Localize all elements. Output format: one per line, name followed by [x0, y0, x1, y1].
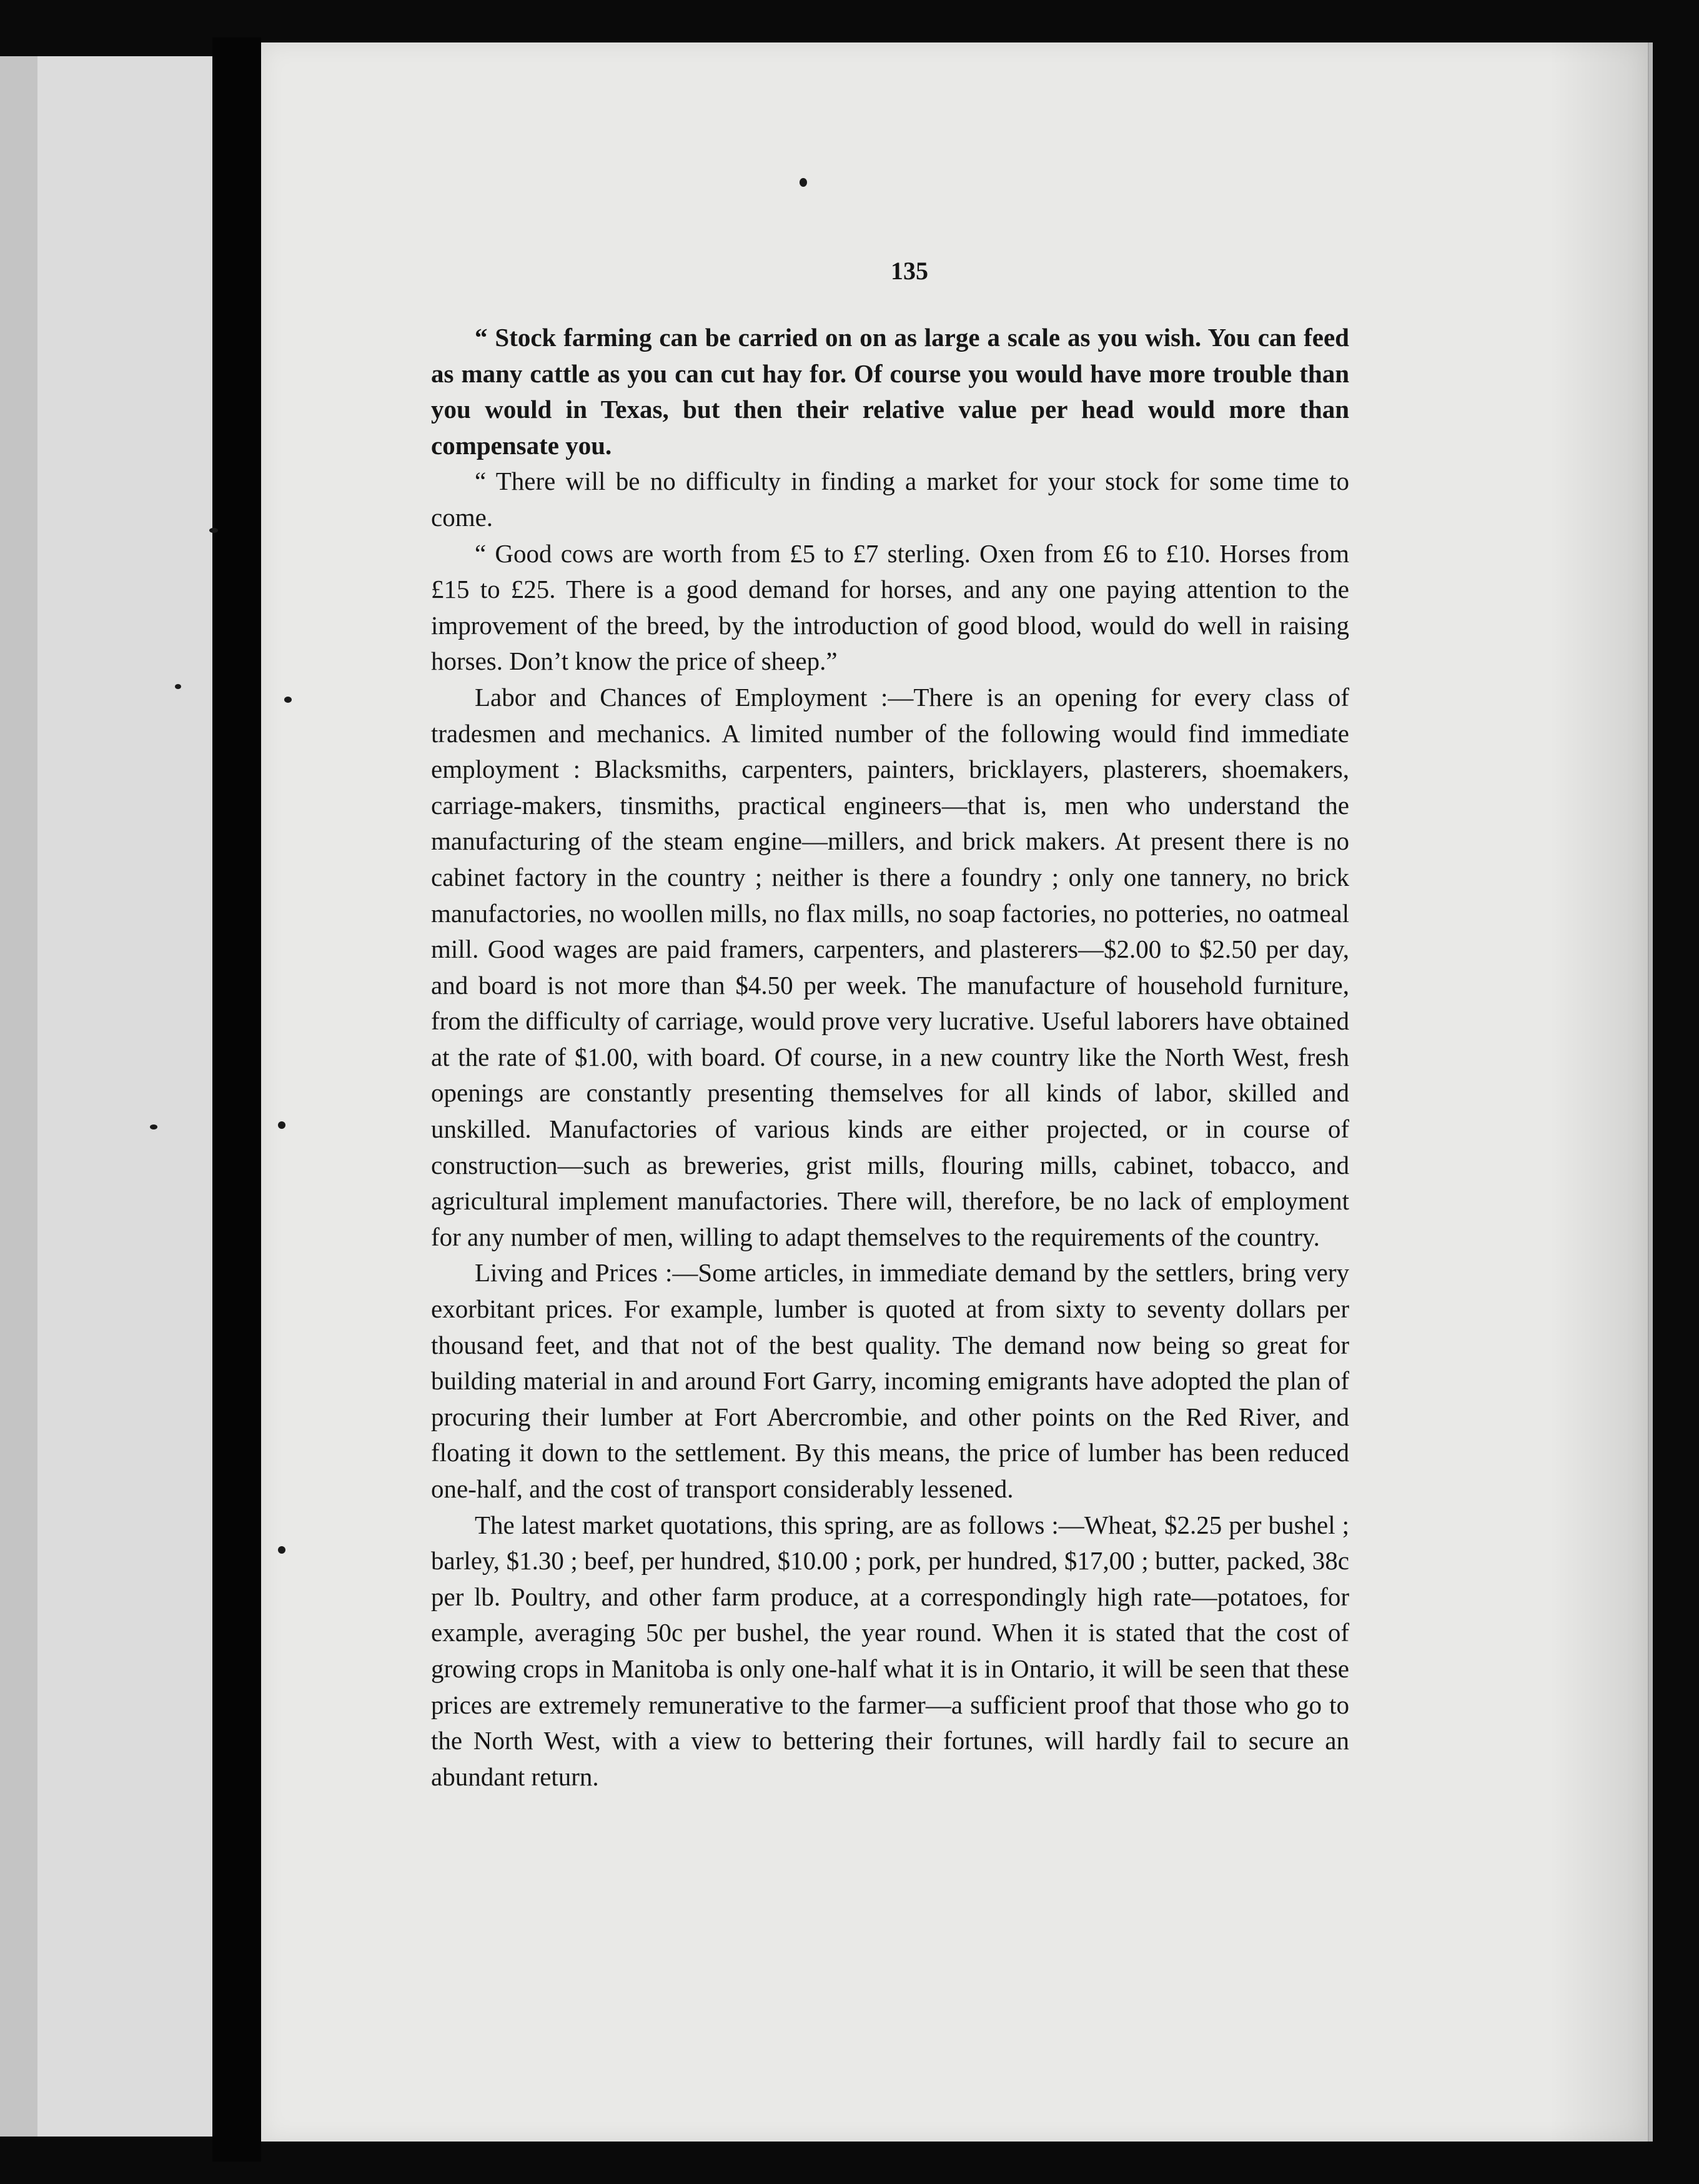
paragraph-living-prices: Living and Prices :—Some articles, in immediate demand by the settlers, bring very exorbitant prices. For example, lumber is quoted at from sixty to seventy dollars per thousand feet, and that not of the best quality. The demand now being so great for building material in and around Fort Garry, incoming emigrants have adopted the plan of procuring their lumber at Fort Abercrombie, and other points on the Red River, and floating it down to the settlement. By this means, the price of lumber has been reduced one-half, and the cost of transport considerably lessened.: [431, 1258, 1349, 1503]
paragraph-livestock-prices: “ Good cows are worth from £5 to £7 sterling. Oxen from £6 to £10. Horses from £15 to £25. There is a good demand for horses, and any one paying attention to the improvement of the breed, by the introduction of good blood, would do well in raising horses. Don’t know the price of sheep.”: [431, 539, 1349, 676]
facing-page-edge: [0, 56, 37, 2137]
scan-speck: [284, 697, 292, 703]
page-edge-shading: [1549, 42, 1649, 2142]
paragraph-stock-market: “ There will be no difficulty in finding a market for your stock for some time to come.: [431, 467, 1349, 532]
page-body: [431, 320, 1349, 1795]
scan-speck: [278, 1121, 285, 1129]
page-number: 135: [891, 257, 928, 285]
scan-speck: [209, 528, 218, 533]
paragraph-stock-farming: “ Stock farming can be carried on on as large a scale as you wish. You can feed as many cattle as you can cut hay for. Of course you would have more trouble than you would in Texas, but then their relative value per head would more than compensate you.: [431, 323, 1349, 460]
book-gutter: [212, 37, 261, 2162]
paragraph-labor-employment: Labor and Chances of Employment :—There is an opening for every class of tradesmen and mechanics. A limited number of the following would find immediate employment : Blacksmiths, carpenters, painters, bricklayers, plasterers, shoemakers, carriage-makers, tinsmiths, practical engineers—that is, men who understand the manufacturing of the steam engine—millers, and brick makers. At present there is no cabinet factory in the country ; neither is there a foundry ; only one tannery, no brick manufactories, no woollen mills, no flax mills, no soap factories, no potteries, no oatmeal mill. Good wages are paid framers, carpenters, and plasterers—$2.00 to $2.50 per day, and board is not more than $4.50 per week. The manufacture of household furniture, from the difficulty of carriage, would prove very lucrative. Useful laborers have obtained at the rate of $1.00, with board. Of course, in a new country like the North West, fresh openings are constantly presenting themselves for all kinds of labor, skilled and unskilled. Manufactories of various kinds are either projected, or in course of construction—such as breweries, grist mills, flouring mills, cabinet, tobacco, and agricultural implement manufactories. There will, therefore, be no lack of employment for any number of men, willing to adapt themselves to the requirements of the country.: [431, 682, 1349, 1251]
scan-speck: [150, 1124, 157, 1129]
scan-speck: [800, 178, 807, 187]
paragraph-market-quotations: The latest market quotations, this spring, are as follows :—Wheat, $2.25 per bushel ; barley, $1.30 ; beef, per hundred, $10.00 ; pork, per hundred, $17,00 ; butter, packed, 38c per lb. Poultry, and other farm produce, at a correspondingly high rate—potatoes, for example, averaging 50c per bushel, the year round. When it is stated that the cost of growing crops in Manitoba is only one-half what it is in Ontario, it will be seen that these prices are extremely remunerative to the farmer—a sufficient proof that those who go to the North West, with a view to bettering their fortunes, will hardly fail to secure an abundant return.: [431, 1510, 1349, 1791]
scan-speck: [278, 1546, 285, 1554]
scan-speck: [175, 684, 181, 689]
